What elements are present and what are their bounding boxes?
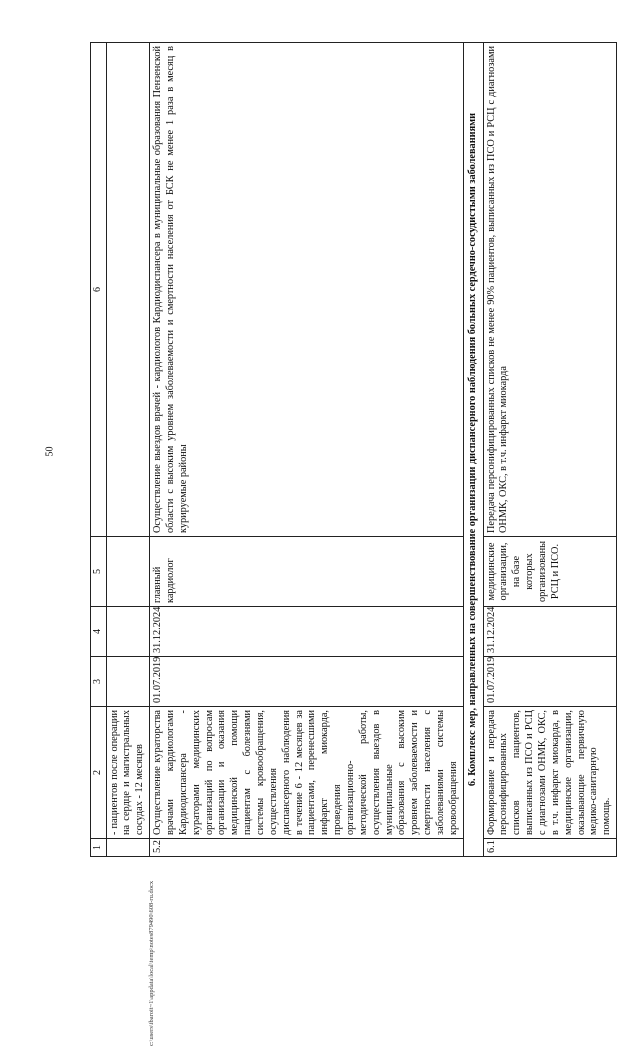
table-row-5-2 bbox=[150, 43, 464, 857]
document-table-rotated bbox=[90, 42, 613, 857]
cell-num: 5.2 bbox=[150, 839, 464, 857]
measures-table bbox=[90, 42, 617, 857]
cell-task: Формирование и передача персонифицированных списков пациентов, выписанных из ПСО и РСЦ с диагнозами ОНМК, ОКС, в т.ч. инфаркт миокарда, в медицинские организации, оказывающие первичную медико-санитарную помощь. bbox=[483, 707, 617, 839]
header-col-3: 3 bbox=[91, 657, 107, 707]
cell-num bbox=[106, 839, 150, 857]
cell-end: 31.12.2024 bbox=[483, 607, 617, 657]
footer-file-path: c:\users\ibaroit~1\appdata\local\temp\notes879490\608-ru.docx bbox=[148, 880, 155, 1046]
header-row bbox=[91, 43, 107, 857]
cell-responsible bbox=[106, 537, 150, 607]
page-number: 50 bbox=[44, 446, 56, 457]
header-col-4: 4 bbox=[91, 607, 107, 657]
cell-start: 01.07.2019 bbox=[483, 657, 617, 707]
cell-end bbox=[106, 607, 150, 657]
cell-result: Передача персонифицированных списков не менее 90% пациентов, выписанных из ПСО и РСЦ с диагнозами ОНМК, ОКС, в т.ч. инфаркт миокарда bbox=[483, 43, 617, 537]
table-row-continuation bbox=[106, 43, 150, 857]
cell-responsible: медицинские организации, на базе которых организованы РСЦ и ПСО. bbox=[483, 537, 617, 607]
cell-task-continuation: - пациентов после операции на сердце и магистральных сосудах - 12 месяцев bbox=[106, 707, 150, 839]
cell-task: Осуществление кураторства врачами кардиологами Кардиодиспансера - кураторами медицинских организаций по вопросам организации и оказания медицинской помощи пациентам с болезнями системы кровообращения, осуществления диспансерного наблюдения в течение 6 - 12 месяцев за пациентами, перенесшими инфаркт миокарда, проведения организационно-методической работы, осуществления выездов в муниципальные образования с высоким уровнем заболеваемости и смертности населения с заболеваниями системы кровообращения bbox=[150, 707, 464, 839]
section-heading-row bbox=[463, 43, 483, 857]
header-col-5: 5 bbox=[91, 537, 107, 607]
cell-result: Осуществление выездов врачей - кардиологов Кардиодиспансера в муниципальные образования Пензенской области с высоким уровнем заболеваемости и смертности населения от БСК не менее 1 раза в месяц в курируемые районы bbox=[150, 43, 464, 537]
cell-num: 6.1 bbox=[483, 839, 617, 857]
section-heading: 6. Комплекс мер, направленных на совершенствование организации диспансерного наблюдения больных сердечно-сосудистыми заболеваниями bbox=[463, 43, 483, 857]
cell-responsible: главный кардиолог bbox=[150, 537, 464, 607]
header-col-1: 1 bbox=[91, 839, 107, 857]
cell-result bbox=[106, 43, 150, 537]
cell-start bbox=[106, 657, 150, 707]
header-col-2: 2 bbox=[91, 707, 107, 839]
header-col-6: 6 bbox=[91, 43, 107, 537]
cell-end: 31.12.2024 bbox=[150, 607, 464, 657]
table-row-6-1 bbox=[483, 43, 617, 857]
cell-start: 01.07.2019 bbox=[150, 657, 464, 707]
